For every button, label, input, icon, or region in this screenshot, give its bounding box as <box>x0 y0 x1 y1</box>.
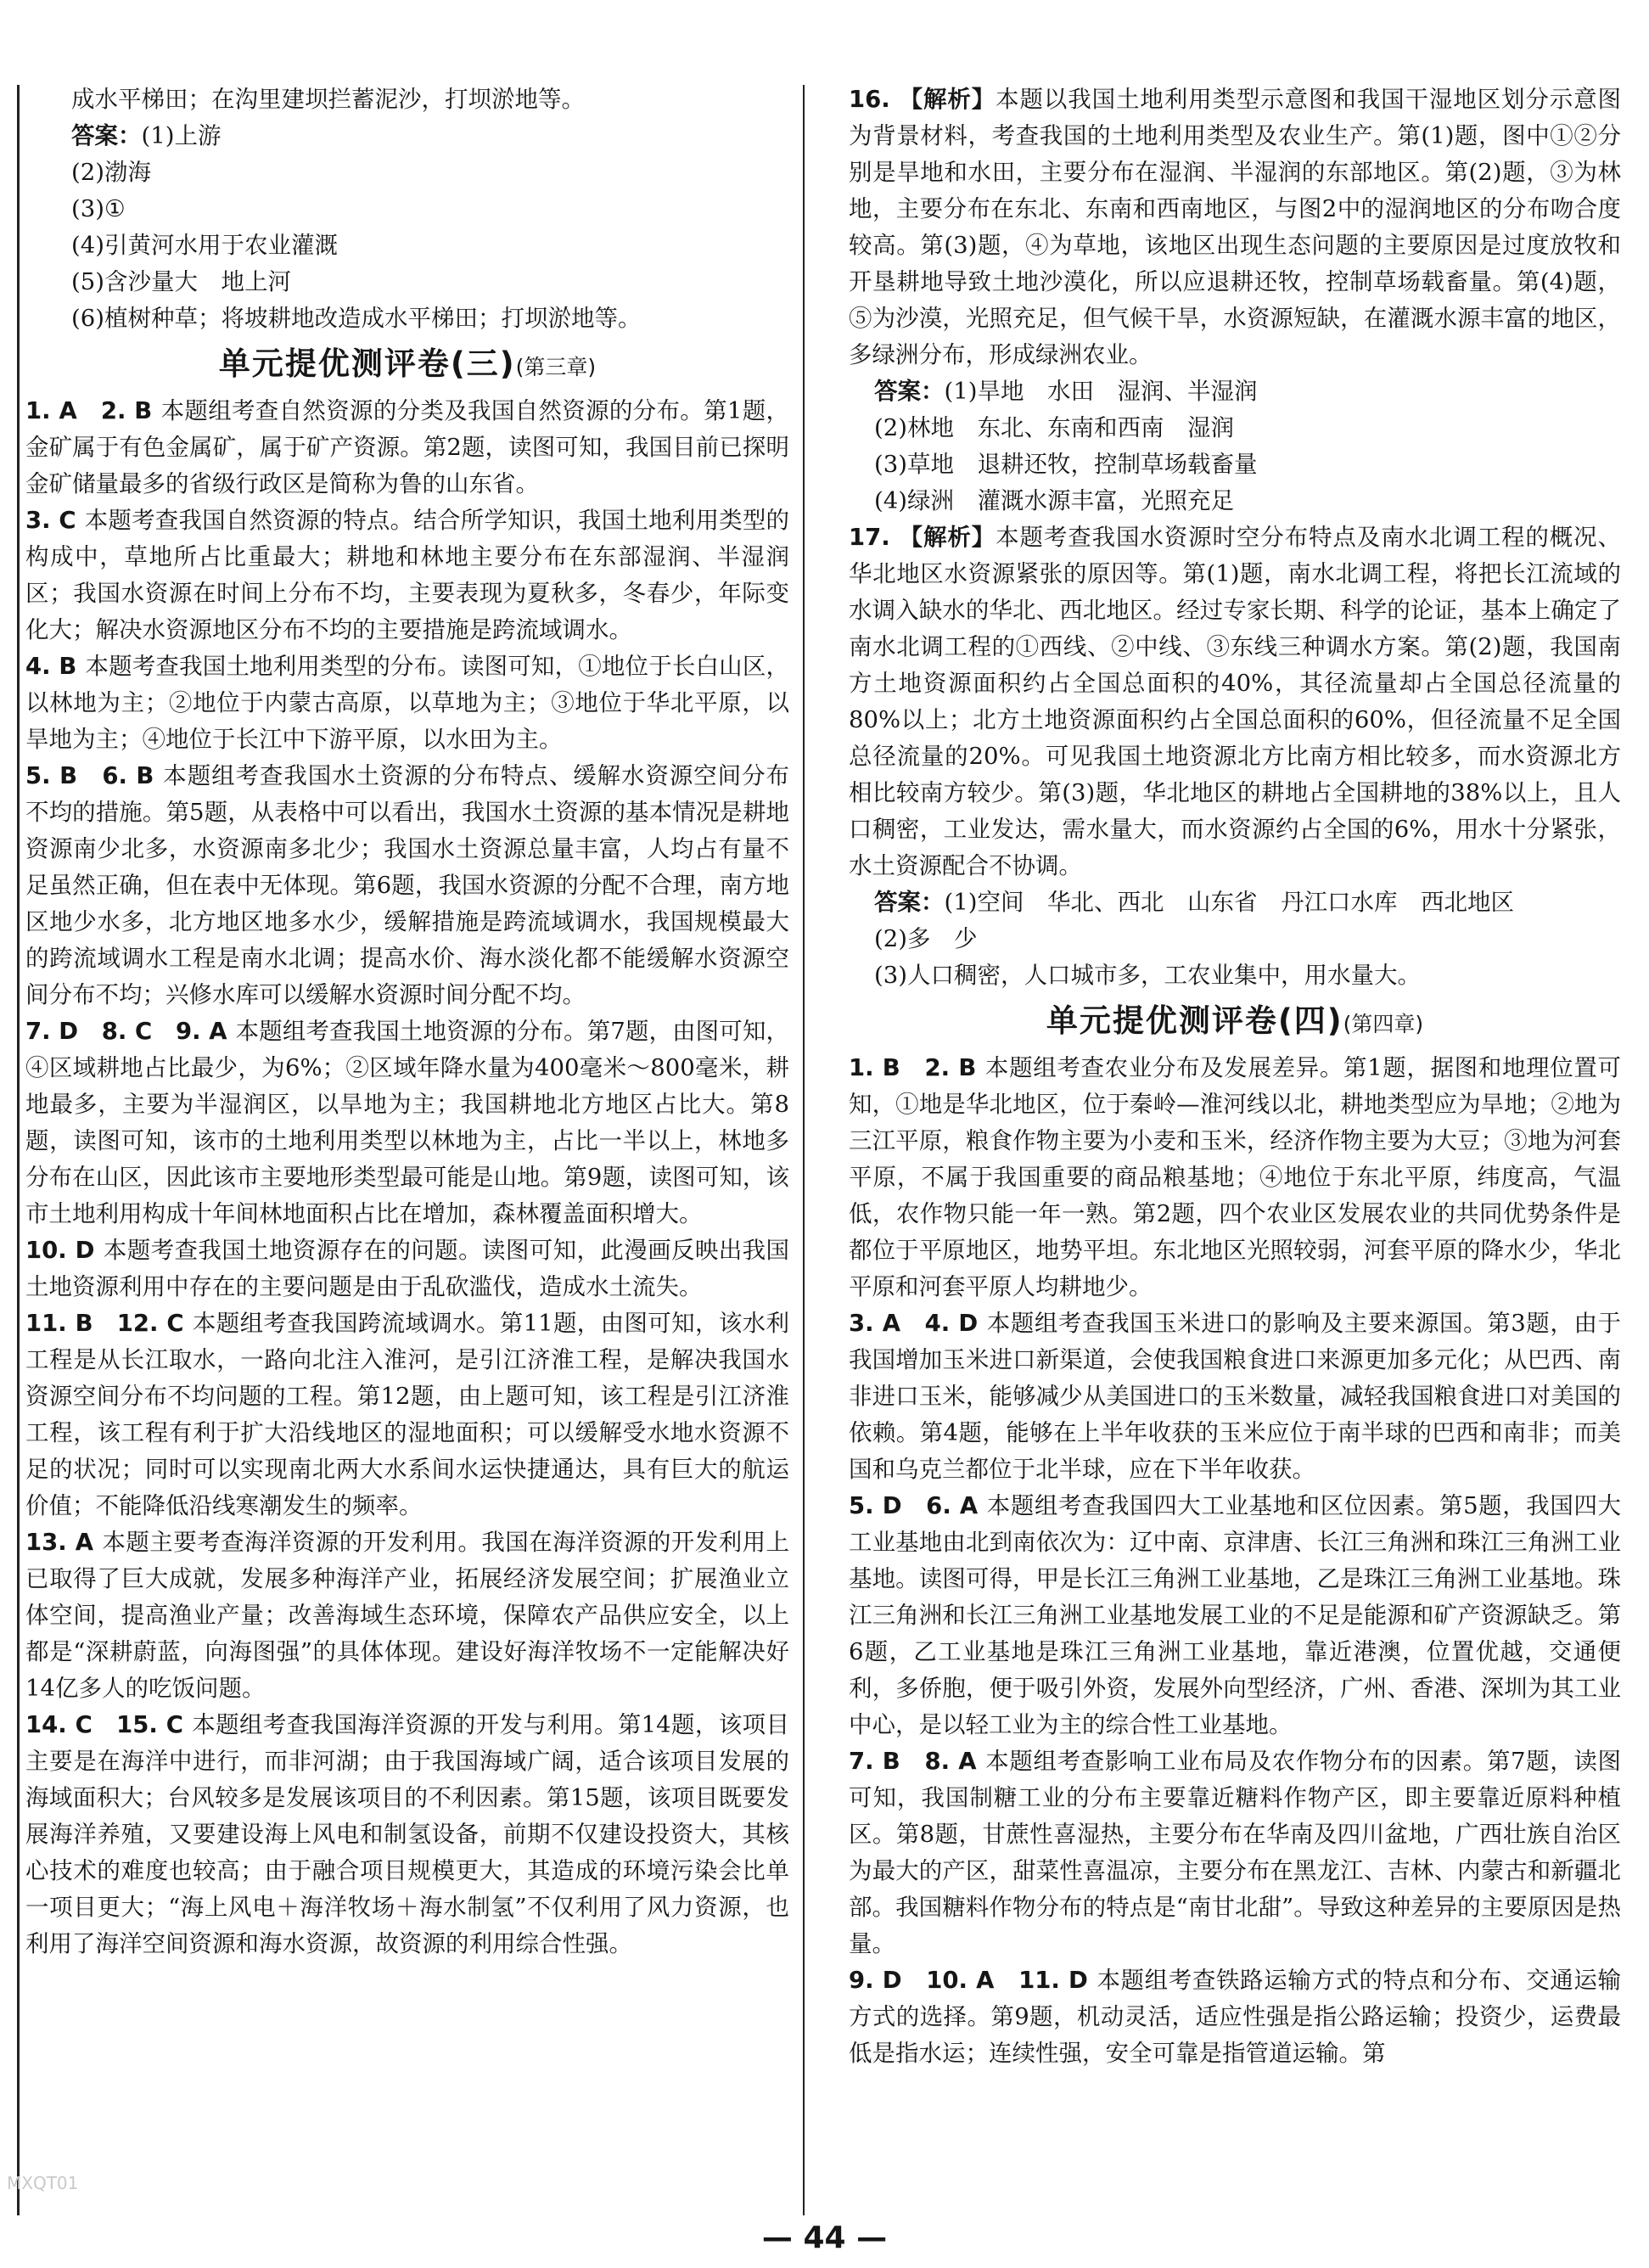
intro-line: 成水平梯田；在沟里建坝拦蓄泥沙，打坝淤地等。 <box>71 86 585 113</box>
question-item: 9. D 10. A 11. D 本题组考查铁路运输方式的特点和分布、交通运输方式的选择。第9题，机动灵活，适应性强是指公路运输；投资少，运费最低是指水运；连续性强，安全可靠是指管道运输。第 <box>849 1967 1621 2067</box>
column-divider <box>803 85 805 2215</box>
question-item: 3. C 本题考查我国自然资源的特点。结合所学知识，我国土地利用类型的构成中，草地所占比重最大；耕地和林地主要分布在东部湿润、半湿润区；我国水资源在时间上分布不均，主要表现为夏秋多，冬春少，年际变化大；解决水资源地区分布不均的主要措施是跨流域调水。 <box>25 507 790 643</box>
answer-line: (3)① <box>71 195 126 222</box>
answer-label: 答案： <box>71 122 142 149</box>
page-number: — 44 — <box>761 2220 888 2255</box>
answer-block: 答案：(1)旱地 水田 湿润、半湿润 (2)林地 东北、东南和西南 湿润 (3)草地 退耕还牧，控制草场载畜量 (4)绿洲 灌溉水源丰富，光照充足 <box>874 378 1258 514</box>
intro-answer <box>25 118 789 337</box>
question-item: 7. B 8. A 本题组考查影响工业布局及农作物分布的因素。第7题，读图可知，我国制糖工业的分布主要靠近糖料作物产区，即主要靠近原料种植区。第8题，甘蔗性喜湿热，主要分布在华南及四川盆地，广西壮族自治区为最大的产区，甜菜性喜温凉，主要分布在黑龙江、吉林、内蒙古和新疆北部。我国糖料作物分布的特点是“南甘北甜”。导致这种差异的主要原因是热量。 <box>849 1748 1621 1957</box>
section-title: 单元提优测评卷(三)(第三章) <box>218 345 597 382</box>
question-item: 17. 【解析】本题考查我国水资源时空分布特点及南水北调工程的概况、华北地区水资源紧张的原因等。第(1)题，南水北调工程，将把长江流域的水调入缺水的华北、西北地区。经过专家长期、科学的论证，基本上确定了南水北调工程的①西线、②中线、③东线三种调水方案。第(2)题，我国南方土地资源面积约占全国总面积的40%，其径流量却占全国总径流量的80%以上；北方土地资源面积约占全国总面积的60%，但径流量不足全国总径流量的20%。可见我国土地资源北方比南方相比较多，而水资源北方相比较南方较少。第(3)题，华北地区的耕地占全国耕地的38%以上，且人口稠密，工业发达，需水量大，而水资源约占全国的6%，用水十分紧张，水土资源配合不协调。 <box>849 524 1622 879</box>
answer-line: (2)渤海 <box>71 159 151 186</box>
question-item: 11. B 12. C 本题组考查我国跨流域调水。第11题，由图可知，该水利工程是从长江取水，一路向北注入淮河，是引江济淮工程，是解决我国水资源空间分布不均问题的工程。第12题，由上题可知，该工程是引江济淮工程，该工程有利于扩大沿线地区的湿地面积；可以缓解受水地水资源不足的状况；同时可以实现南北两大水系间水运快捷通达，具有巨大的航运价值；不能降低沿线寒潮发生的频率。 <box>25 1310 789 1519</box>
question-item: 13. A 本题主要考查海洋资源的开发利用。我国在海洋资源的开发利用上已取得了巨大成就，发展多种海洋产业，拓展经济发展空间；扩展渔业立体空间，提高渔业产量；改善海域生态环境，保障农产品供应安全，以上都是“深耕蔚蓝，向海图强”的具体体现。建设好海洋牧场不一定能解决好14亿多人的吃饭问题。 <box>25 1529 790 1702</box>
right-column <box>849 81 1621 2072</box>
section-title: 单元提优测评卷(四)(第四章) <box>1046 1002 1424 1039</box>
question-item: 10. D 本题考查我国土地资源存在的问题。读图可知，此漫画反映出我国土地资源利用中存在的主要问题是由于乱砍滥伐，造成水土流失。 <box>25 1237 789 1300</box>
answer-block: 答案：(1)空间 华北、西北 山东省 丹江口水库 西北地区 (2)多 少 (3)人口稠密，人口城市多，工农业集中，用水量大。 <box>874 889 1514 989</box>
answer-line: (4)引黄河水用于农业灌溉 <box>71 232 338 259</box>
question-item: 16. 【解析】本题以我国土地利用类型示意图和我国干湿地区划分示意图为背景材料，考查我国的土地利用类型及农业生产。第(1)题，图中①②分别是旱地和水田，主要分布在湿润、半湿润的东部地区。第(2)题，③为林地，主要分布在东北、东南和西南地区，与图2中的湿润地区的分布吻合度较高。第(3)题，④为草地，该地区出现生态问题的主要原因是过度放牧和开垦耕地导致土地沙漠化，所以应退耕还牧，控制草场载畜量。第(4)题，⑤为沙漠，光照充足，但气候干旱，水资源短缺，在灌溉水源丰富的地区，多绿洲分布，形成绿洲农业。 <box>849 86 1622 368</box>
left-margin-rule <box>17 85 20 2215</box>
question-item: 4. B 本题考查我国土地利用类型的分布。读图可知，①地位于长白山区，以林地为主；②地位于内蒙古高原，以草地为主；③地位于华北平原，以旱地为主；④地位于长江中下游平原，以水田为主。 <box>25 653 789 753</box>
question-item: 14. C 15. C 本题组考查我国海洋资源的开发与利用。第14题，该项目主要是在海洋中进行，而非河湖；由于我国海域广阔，适合该项目发展的海域面积大；台风较多是发展该项目的不利因素。第15题，该项目既要发展海洋养殖，又要建设海上风电和制氢设备，前期不仅建设投资大，其核心技术的难度也较高；由于融合项目规模更大，其造成的环境污染会比单一项目更大；“海上风电＋海洋牧场＋海水制氢”不仅利用了风力资源，也利用了海洋空间资源和海水资源，故资源的利用综合性强。 <box>25 1711 789 1957</box>
question-item: 5. D 6. A 本题组考查我国四大工业基地和区位因素。第5题，我国四大工业基地由北到南依次为：辽中南、京津唐、长江三角洲和珠江三角洲工业基地。读图可得，甲是长江三角洲工业基地，乙是珠江三角洲工业基地。珠江三角洲和长江三角洲工业基地发展工业的不足是能源和矿产资源缺乏。第6题，乙工业基地是珠江三角洲工业基地，靠近港澳，位置优越，交通便利，多侨胞，便于吸引外资，发展外向型经济，广州、香港、深圳为其工业中心，是以轻工业为主的综合性工业基地。 <box>849 1492 1622 1738</box>
question-item: 1. A 2. B 本题组考查自然资源的分类及我国自然资源的分布。第1题，金矿属于有色金属矿，属于矿产资源。第2题，读图可知，我国目前已探明金矿储量最多的省级行政区是简称为鲁的山东省。 <box>25 397 789 497</box>
question-item: 3. A 4. D 本题组考查我国玉米进口的影响及主要来源国。第3题，由于我国增加玉米进口新渠道，会使我国粮食进口来源更加多元化；从巴西、南非进口玉米，能够减少从美国进口的玉米数量，减轻我国粮食进口对美国的依赖。第4题，能够在上半年收获的玉米应位于南半球的巴西和南非；而美国和乌克兰都位于北半球，应在下半年收获。 <box>849 1310 1622 1483</box>
question-item: 7. D 8. C 9. A 本题组考查我国土地资源的分布。第7题，由图可知，④区域耕地占比最少，为6%；②区域年降水量为400毫米～800毫米，耕地最多，主要为半湿润区，以旱地为主；我国耕地北方地区占比大。第8题，读图可知，该市的土地利用类型以林地为主，占比一半以上，林地多分布在山区，因此该市主要地形类型最可能是山地。第9题，读图可知，该市土地利用构成十年间林地面积占比在增加，森林覆盖面积增大。 <box>25 1018 789 1227</box>
answer-line: (5)含沙量大 地上河 <box>71 268 291 295</box>
watermark: MXQT01 <box>7 2173 79 2193</box>
answer-line: (6)植树种草；将坡耕地改造成水平梯田；打坝淤地等。 <box>71 305 642 332</box>
left-column <box>25 81 789 1962</box>
question-item: 5. B 6. B 本题组考查我国水土资源的分布特点、缓解水资源空间分布不均的措施。第5题，从表格中可以看出，我国水土资源的基本情况是耕地资源南少北多，水资源南多北少；我国水土资源总量丰富，人均占有量不足虽然正确，但在表中无体现。第6题，我国水资源的分配不合理，南方地区地少水多，北方地区地多水少，缓解措施是跨流域调水，我国规模最大的跨流域调水工程是南水北调；提高水价、海水淡化都不能缓解水资源空间分布不均；兴修水库可以缓解水资源时间分配不均。 <box>25 762 790 1008</box>
question-item: 1. B 2. B 本题组考查农业分布及发展差异。第1题，据图和地理位置可知，①地是华北地区，位于秦岭—淮河线以北，耕地类型应为旱地；②地为三江平原，粮食作物主要为小麦和玉米，经济作物主要为大豆；③地为河套平原，不属于我国重要的商品粮基地；④地位于东北平原，纬度高，气温低，农作物只能一年一熟。第2题，四个农业区发展农业的共同优势条件是都位于平原地区，地势平坦。东北地区光照较弱，河套平原的降水少，华北平原和河套平原人均耕地少。 <box>849 1054 1622 1300</box>
answer-line: (1)上游 <box>141 122 222 149</box>
